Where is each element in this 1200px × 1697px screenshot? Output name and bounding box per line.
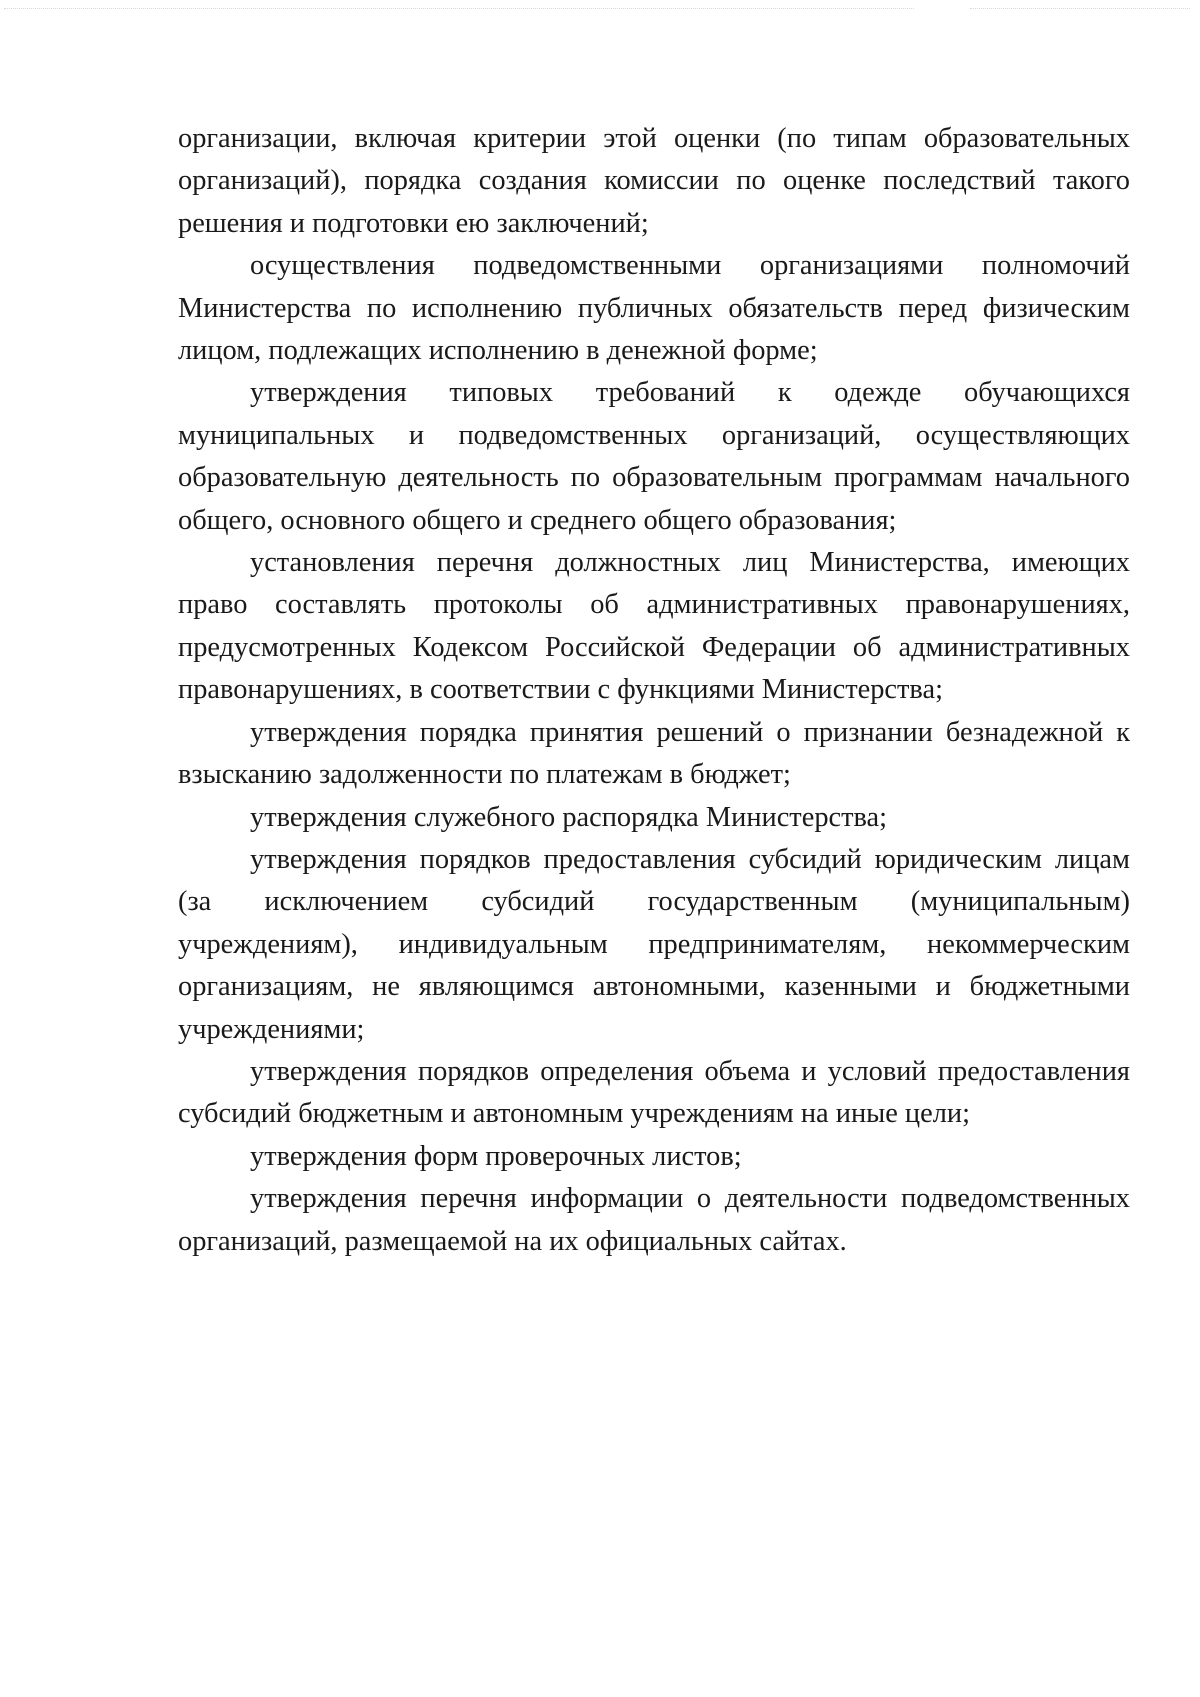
paragraph-service-schedule: утверждения служебного распорядка Министерства; <box>250 801 888 833</box>
paragraph-subsidies-institutions: утверждения порядков определения объема и условий предоставления субсидий бюджетным и автономным учреждениям на иные цели; <box>178 1055 1130 1130</box>
scan-edge-right <box>970 8 1190 9</box>
paragraph-officials-list: установления перечня должностных лиц Министерства, имеющих право составлять протоколы об административных правонарушениях, предусмотренных Кодексом Российской Федерации об административных правонарушениях, в соответствии с функциями Министерства; <box>178 547 1130 706</box>
paragraph-public-obligations: осуществления подведомственными организациями полномочий Министерства по исполнению публичных обязательств перед физическим лицом, подлежащих исполнению в денежной форме; <box>178 250 1130 367</box>
paragraph-continuation: организации, включая критерии этой оценки (по типам образовательных организаций), порядка создания комиссии по оценке последствий такого решения и подготовки ею заключений; <box>178 123 1130 239</box>
paragraph-subsidies-legal-entities: утверждения порядков предоставления субсидий юридическим лицам (за исключением субсидий государственным (муниципальным) учреждениям), индивидуальным предпринимателям, некоммерческим организациям, не являющимся автономными, казенными и бюджетными учреждениями; <box>178 843 1130 1045</box>
scan-edge-left <box>4 8 914 9</box>
scan-edge-artifact <box>0 6 1200 12</box>
paragraph-checklists: утверждения форм проверочных листов; <box>250 1140 742 1172</box>
paragraph-bad-debt: утверждения порядка принятия решений о признании безнадежной к взысканию задолженности по платежам в бюджет; <box>178 716 1130 791</box>
paragraph-clothing-requirements: утверждения типовых требований к одежде обучающихся муниципальных и подведомственных организаций, осуществляющих образовательную деятельность по образовательным программам начального общего, основного общего и среднего общего образования; <box>178 377 1130 536</box>
paragraph-website-info: утверждения перечня информации о деятельности подведомственных организаций, размещаемой на их официальных сайтах. <box>178 1183 1130 1257</box>
document-body <box>178 118 1130 1263</box>
